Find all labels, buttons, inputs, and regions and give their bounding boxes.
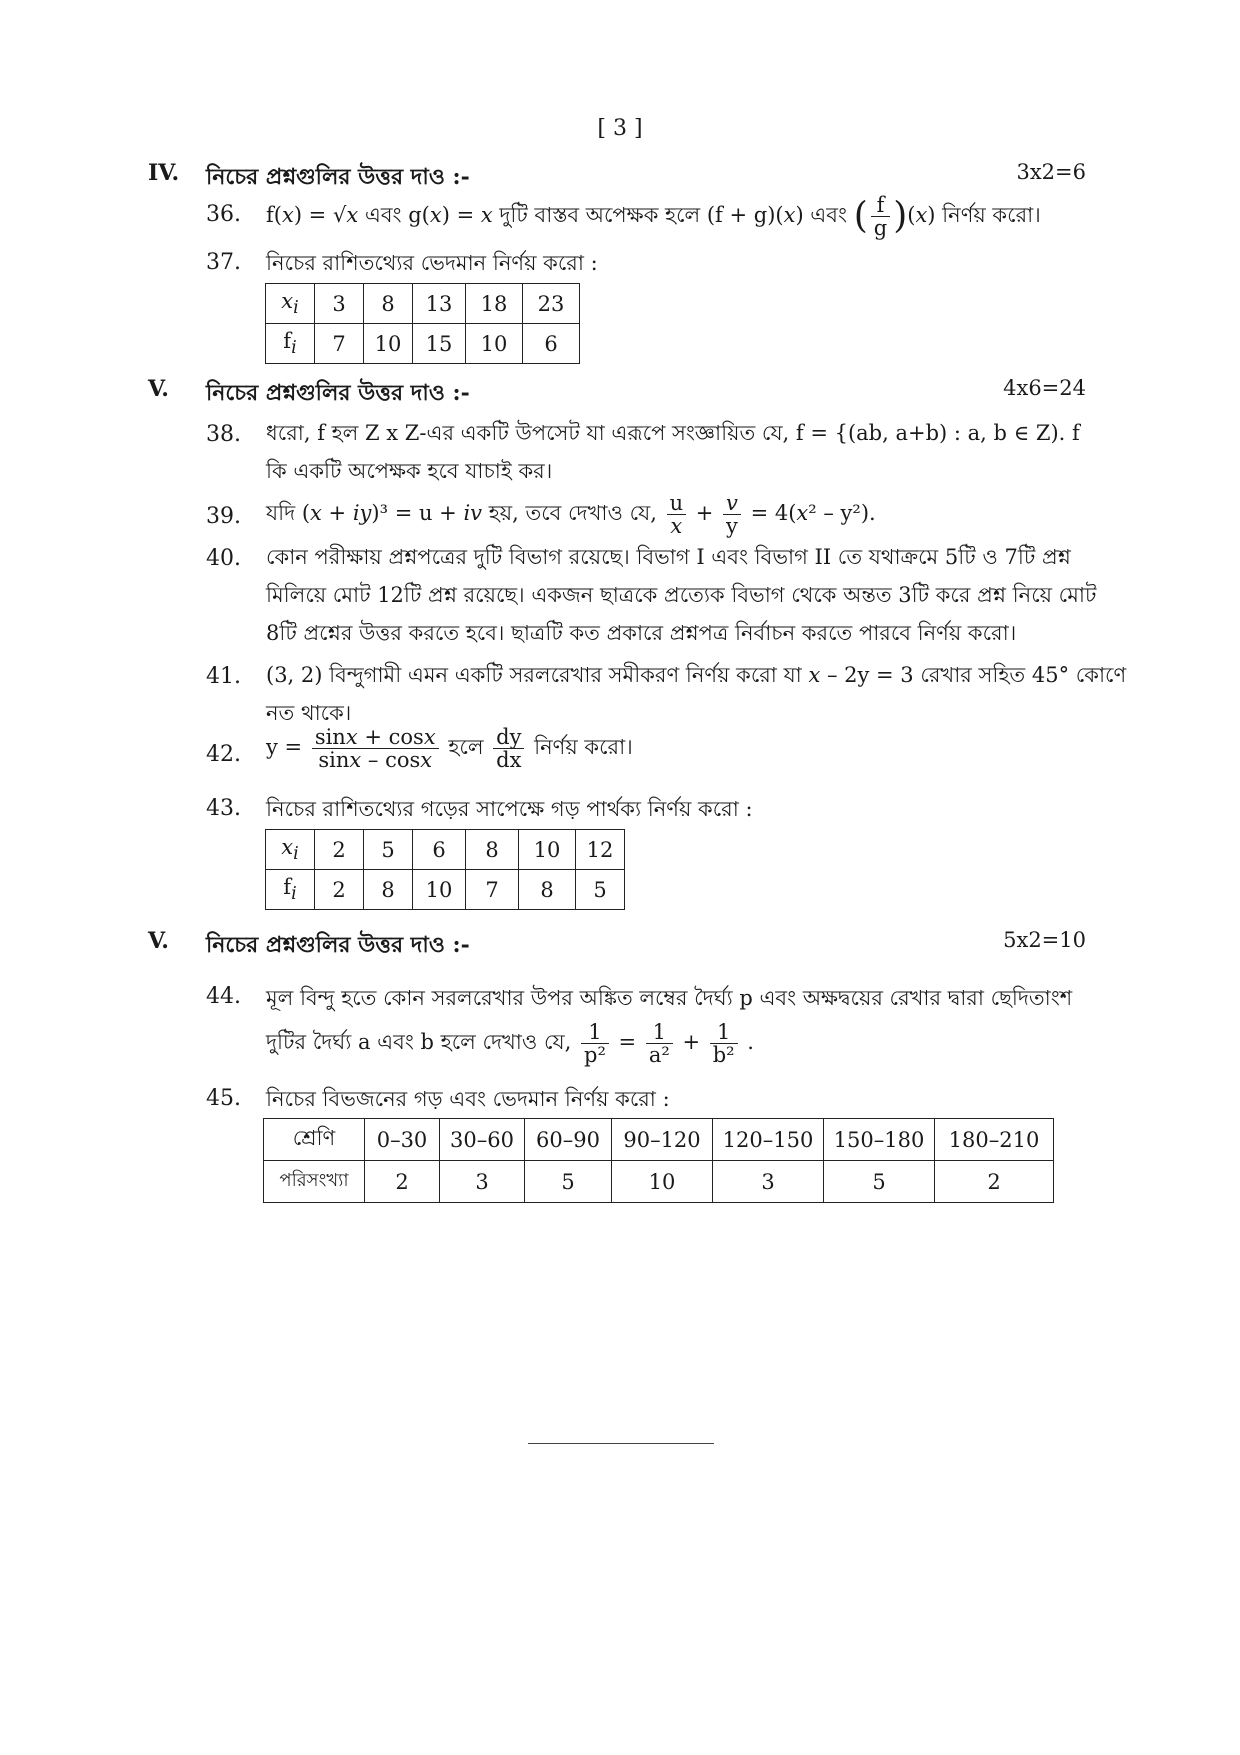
derivative-fraction: $\frac{dy}{dx}$ bbox=[493, 726, 524, 771]
table-cell: 7 bbox=[315, 324, 364, 364]
table-cell: 5 bbox=[364, 830, 413, 870]
table-row bbox=[266, 284, 580, 324]
v-over-y-fraction: $\frac{v}{y}$ bbox=[723, 492, 741, 537]
question-38-text: ধরো, f হল Z x Z-এর একটি উপসেট যা এরূপে সংজ্ঞায়িত যে, f = {(ab, a+b) : a, b ∈ Z). f কি একটি অপেক্ষক হবে যাচাই কর। bbox=[266, 421, 1080, 483]
question-36-text: f(x) = √x এবং g(x) = x দুটি বাস্তব অপেক্ষক হলে (f + g)(x) এবং ( $\frac{f}{g}$ )(x) নির্ণয় করো। bbox=[266, 193, 1041, 241]
table-cell: 2 bbox=[365, 1161, 440, 1203]
question-42-number: 42. bbox=[206, 742, 241, 767]
table-cell: 10 bbox=[413, 870, 466, 910]
question-41-text: (3, 2) বিন্দুগামী এমন একটি সরলরেখার সমীকরণ নির্ণয় করো যা x – 2y = 3 রেখার সহিত 45° কোণে নত থাকে। bbox=[266, 663, 1127, 725]
table-cell: 5 bbox=[824, 1161, 935, 1203]
question-43-number: 43. bbox=[206, 796, 241, 821]
table-cell: 23 bbox=[523, 284, 580, 324]
end-divider bbox=[528, 1443, 714, 1444]
frequency-label: পরিসংখ্যা bbox=[264, 1161, 365, 1203]
table-cell: 8 bbox=[519, 870, 576, 910]
u-over-x-fraction: $\frac{u}{x}$ bbox=[667, 492, 687, 537]
table-cell: 3 bbox=[315, 284, 364, 324]
question-41-number: 41. bbox=[206, 664, 241, 689]
table-cell: 10 bbox=[466, 324, 523, 364]
table-cell: 90–120 bbox=[612, 1119, 713, 1161]
section-v2-numeral: V. bbox=[148, 928, 169, 954]
table-cell: 150–180 bbox=[824, 1119, 935, 1161]
trig-fraction: $\frac{\sin x + \cos x}{\sin x - \cos x}$ bbox=[312, 726, 439, 771]
question-43-text: নিচের রাশিতথ্যের গড়ের সাপেক্ষে গড় পার্থক্য নির্ণয় করো : bbox=[266, 797, 753, 821]
one-over-b-squared: $\frac{1}{\text{b²}}$ bbox=[710, 1021, 738, 1066]
section-iv-numeral: IV. bbox=[148, 160, 180, 186]
section-v2-marks: 5x2=10 bbox=[1003, 928, 1086, 952]
section-v2-title: নিচের প্রশ্নগুলির উত্তর দাও :- bbox=[206, 932, 470, 958]
one-over-a-squared: $\frac{1}{\text{a²}}$ bbox=[646, 1021, 673, 1066]
table-cell: 5 bbox=[576, 870, 625, 910]
table-cell: 120–150 bbox=[713, 1119, 824, 1161]
table-row bbox=[266, 324, 580, 364]
table-row bbox=[264, 1161, 1054, 1203]
table-cell: 30–60 bbox=[440, 1119, 525, 1161]
row-label-x: $x_i$ bbox=[266, 830, 315, 870]
question-45-text: নিচের বিভজনের গড় এবং ভেদমান নির্ণয় করো : bbox=[266, 1087, 670, 1111]
question-39-text: যদি (x + iy)³ = u + iv হয়, তবে দেখাও যে, $\frac{u}{x}$ + $\frac{v}{y}$ = 4(x² – y²). bbox=[266, 491, 876, 539]
question-40-text: কোন পরীক্ষায় প্রশ্নপত্রের দুটি বিভাগ রয়েছে। বিভাগ I এবং বিভাগ II তে যথাক্রমে 5টি ও 7টি প্রশ্ন মিলিয়ে মোট 12টি প্রশ্ন রয়েছে। একজন ছাত্রকে প্রত্যেক বিভাগ থেকে অন্তত 3টি করে প্রশ্ন নিয়ে মোট 8টি প্রশ্নের উত্তর করতে হবে। ছাত্রটি কত প্রকারে প্রশ্নপত্র নির্বাচন করতে পারবে নির্ণয় করো। bbox=[266, 545, 1097, 645]
question-37-text: নিচের রাশিতথ্যের ভেদমান নির্ণয় করো : bbox=[266, 251, 598, 275]
table-cell: 6 bbox=[523, 324, 580, 364]
table-row bbox=[266, 870, 625, 910]
table-cell: 15 bbox=[413, 324, 466, 364]
table-row bbox=[264, 1119, 1054, 1161]
table-row bbox=[266, 830, 625, 870]
section-v-marks: 4x6=24 bbox=[1003, 376, 1086, 400]
table-cell: 3 bbox=[440, 1161, 525, 1203]
data-table-43 bbox=[265, 829, 625, 910]
table-cell: 2 bbox=[315, 830, 364, 870]
row-label-x: $x_i$ bbox=[266, 284, 315, 324]
table-cell: 0–30 bbox=[365, 1119, 440, 1161]
table-cell: 3 bbox=[713, 1161, 824, 1203]
question-44-number: 44. bbox=[206, 984, 241, 1009]
question-40-number: 40. bbox=[206, 546, 241, 571]
f-over-g-fraction: $\frac{f}{g}$ bbox=[871, 194, 890, 239]
question-45-number: 45. bbox=[206, 1086, 241, 1111]
question-44-text: মূল বিন্দু হতে কোন সরলরেখার উপর অঙ্কিত লম্বের দৈর্ঘ্য p এবং অক্ষদ্বয়ের রেখার দ্বারা ছেদিতাংশ দুটির দৈর্ঘ্য a এবং b হলে দেখাও যে, $\frac{1}{\text{p²}}$ = $\frac{1}{\text{a²}}$ + $\frac{1}{\text{b²}}$ . bbox=[266, 986, 1073, 1067]
table-cell: 12 bbox=[576, 830, 625, 870]
table-cell: 5 bbox=[525, 1161, 612, 1203]
table-cell: 60–90 bbox=[525, 1119, 612, 1161]
question-38-number: 38. bbox=[206, 422, 241, 447]
table-cell: 6 bbox=[413, 830, 466, 870]
table-cell: 2 bbox=[315, 870, 364, 910]
page-number: [ 3 ] bbox=[597, 116, 643, 141]
table-cell: 7 bbox=[466, 870, 519, 910]
table-cell: 10 bbox=[612, 1161, 713, 1203]
section-iv-title: নিচের প্রশ্নগুলির উত্তর দাও :- bbox=[206, 164, 470, 190]
section-v-numeral: V. bbox=[148, 376, 169, 402]
data-table-37 bbox=[265, 283, 580, 364]
table-cell: 8 bbox=[364, 284, 413, 324]
section-v-title: নিচের প্রশ্নগুলির উত্তর দাও :- bbox=[206, 380, 470, 406]
question-42-text: y = $\frac{\sin x + \cos x}{\sin x - \cos x}$ হলে $\frac{dy}{dx}$ নির্ণয় করো। bbox=[266, 725, 633, 773]
one-over-p-squared: $\frac{1}{\text{p²}}$ bbox=[581, 1021, 609, 1066]
table-cell: 10 bbox=[364, 324, 413, 364]
question-37-number: 37. bbox=[206, 250, 241, 275]
table-cell: 13 bbox=[413, 284, 466, 324]
table-cell: 8 bbox=[364, 870, 413, 910]
table-cell: 2 bbox=[935, 1161, 1054, 1203]
question-39-number: 39. bbox=[206, 504, 241, 529]
question-36-number: 36. bbox=[206, 202, 241, 227]
table-cell: 180–210 bbox=[935, 1119, 1054, 1161]
row-label-f: $f_i$ bbox=[266, 324, 315, 364]
section-iv-marks: 3x2=6 bbox=[1016, 160, 1086, 184]
row-label-f: $f_i$ bbox=[266, 870, 315, 910]
class-header-label: শ্রেণি bbox=[264, 1119, 365, 1161]
data-table-45 bbox=[263, 1118, 1054, 1203]
table-cell: 10 bbox=[519, 830, 576, 870]
table-cell: 18 bbox=[466, 284, 523, 324]
table-cell: 8 bbox=[466, 830, 519, 870]
